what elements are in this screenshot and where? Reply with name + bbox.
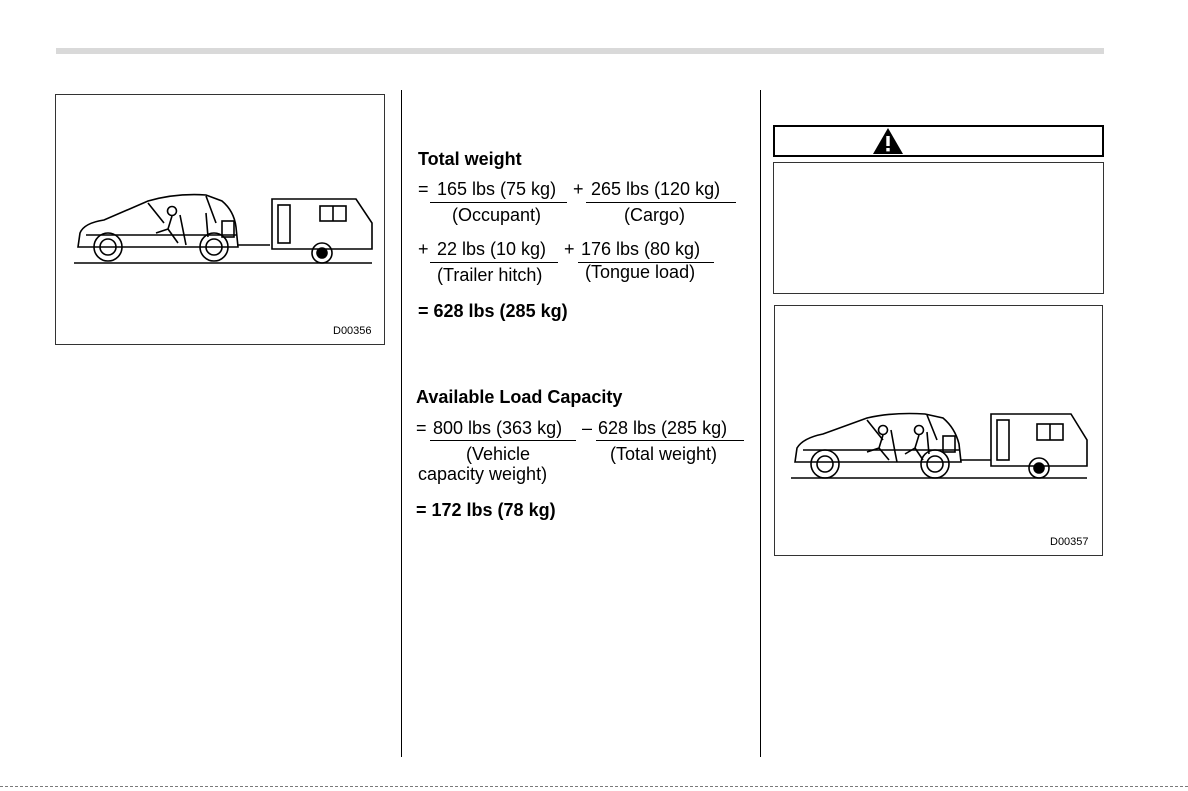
- tongue-load-label: (Tongue load): [585, 262, 696, 282]
- trailer-hitch-weight: 22 lbs (10 kg): [437, 239, 547, 259]
- column-divider-right: [760, 90, 761, 757]
- fraction-line: [430, 202, 567, 203]
- figure-car-trailer-left: [55, 94, 385, 345]
- equals-sign: =: [416, 418, 427, 438]
- cargo-weight: 265 lbs (120 kg): [591, 179, 721, 199]
- page-bottom-edge: [0, 786, 1188, 787]
- cargo-label: (Cargo): [624, 205, 686, 225]
- trailer-hitch-label: (Trailer hitch): [437, 265, 543, 285]
- warning-triangle-icon: [871, 126, 905, 156]
- warning-text-box: [773, 162, 1104, 294]
- header-rule: [56, 48, 1104, 54]
- capacity-weight-label: capacity weight): [418, 464, 548, 484]
- vehicle-capacity-weight: 800 lbs (363 kg): [433, 418, 563, 438]
- occupant-label: (Occupant): [452, 205, 542, 225]
- plus-sign: +: [573, 179, 584, 199]
- minus-sign: –: [582, 418, 593, 438]
- figure-code: D00356: [333, 325, 372, 337]
- total-weight-label: (Total weight): [610, 444, 718, 464]
- total-weight-heading: Total weight: [418, 149, 522, 169]
- column-divider-left: [401, 90, 402, 757]
- plus-sign: +: [418, 239, 429, 259]
- figure-car-trailer-right: [774, 305, 1103, 556]
- vehicle-label: (Vehicle: [466, 444, 531, 464]
- figure-code: D00357: [1050, 536, 1089, 548]
- car-trailer-illustration: [56, 95, 386, 346]
- available-load-heading: Available Load Capacity: [416, 387, 623, 407]
- tongue-load-weight: 176 lbs (80 kg): [581, 239, 701, 259]
- available-load-result: = 172 lbs (78 kg): [416, 500, 556, 520]
- total-weight-result: = 628 lbs (285 kg): [418, 301, 568, 321]
- equals-sign: =: [418, 179, 429, 199]
- plus-sign: +: [564, 239, 575, 259]
- occupant-weight: 165 lbs (75 kg): [437, 179, 557, 199]
- fraction-line: [596, 440, 744, 441]
- fraction-line: [586, 202, 736, 203]
- warning-header: [773, 125, 1104, 157]
- subtracted-total-weight: 628 lbs (285 kg): [598, 418, 728, 438]
- car-trailer-illustration: [775, 306, 1104, 557]
- fraction-line: [430, 262, 558, 263]
- fraction-line: [430, 440, 576, 441]
